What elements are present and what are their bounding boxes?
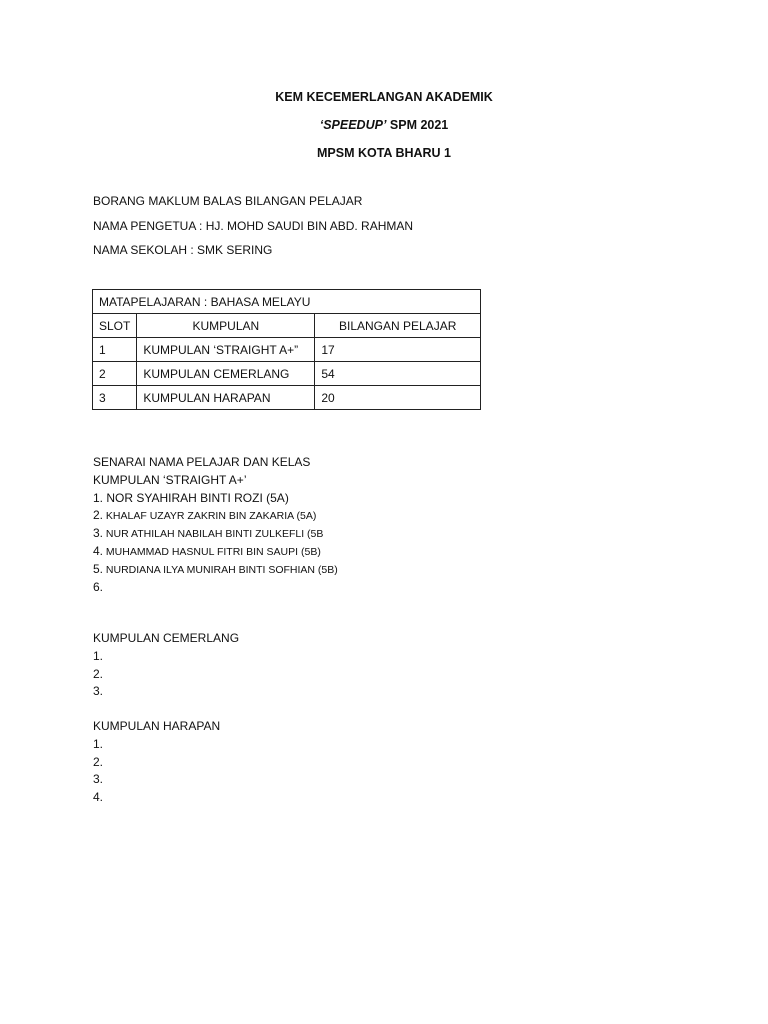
group-cell: KUMPULAN ‘STRAIGHT A+” (137, 338, 315, 362)
group-title-harapan: KUMPULAN HARAPAN (93, 719, 221, 733)
list-heading: SENARAI NAMA PELAJAR DAN KELAS (93, 455, 311, 469)
count-cell: 17 (315, 338, 481, 362)
table-row (93, 362, 481, 386)
group-title-straight-a: KUMPULAN ‘STRAIGHT A+’ (93, 472, 247, 487)
form-title: BORANG MAKLUM BALAS BILANGAN PELAJAR (93, 194, 363, 208)
header-count: BILANGAN PELAJAR (315, 314, 481, 338)
title-block (0, 88, 768, 172)
list-item: 1. (93, 736, 104, 751)
list-item: 2. (93, 666, 104, 681)
table-row (93, 386, 481, 410)
slot-cell: 2 (93, 362, 137, 386)
student-count-table (92, 289, 481, 410)
list-item: 3. (93, 772, 104, 787)
event-year: SPM 2021 (386, 118, 449, 132)
list-item: 1. NOR SYAHIRAH BINTI ROZI (5A) (93, 490, 289, 505)
subject-cell: MATAPELAJARAN : BAHASA MELAYU (93, 290, 481, 314)
list-item: 3. NUR ATHILAH NABILAH BINTI ZULKEFLI (5B (93, 526, 324, 541)
group-cell: KUMPULAN HARAPAN (137, 386, 315, 410)
list-item: 5. NURDIANA ILYA MUNIRAH BINTI SOFHIAN (5B) (93, 561, 338, 576)
principal-name: NAMA PENGETUA : HJ. MOHD SAUDI BIN ABD. RAHMAN (93, 218, 414, 233)
list-item: 4. (93, 790, 104, 805)
slot-cell: 1 (93, 338, 137, 362)
list-item: 2. (93, 754, 104, 769)
list-item: 3. (93, 684, 104, 699)
camp-title: KEM KECEMERLANGAN AKADEMIK (275, 90, 493, 104)
table-subject-row (93, 290, 481, 314)
school-name: NAMA SEKOLAH : SMK SERING (93, 243, 273, 257)
count-cell: 54 (315, 362, 481, 386)
list-item: 6. (93, 579, 104, 594)
organizer-title: MPSM KOTA BHARU 1 (316, 146, 452, 160)
event-title (0, 116, 768, 144)
student-list-harapan (93, 718, 693, 807)
table-header-row (93, 314, 481, 338)
slot-cell: 3 (93, 386, 137, 410)
list-item: 2. KHALAF UZAYR ZAKRIN BIN ZAKARIA (5A) (93, 508, 317, 523)
header-group: KUMPULAN (137, 314, 315, 338)
student-list-cemerlang (93, 630, 693, 701)
count-cell: 20 (315, 386, 481, 410)
list-item: 4. MUHAMMAD HASNUL FITRI BIN SAUPI (5B) (93, 543, 321, 558)
group-title-cemerlang: KUMPULAN CEMERLANG (93, 631, 240, 645)
event-name-italic: ‘SPEEDUP’ (319, 118, 387, 132)
group-cell: KUMPULAN CEMERLANG (137, 362, 315, 386)
student-list-straight-a (93, 454, 693, 596)
form-info (93, 193, 693, 267)
list-item: 1. (93, 648, 104, 663)
header-slot: SLOT (93, 314, 137, 338)
table-row (93, 338, 481, 362)
